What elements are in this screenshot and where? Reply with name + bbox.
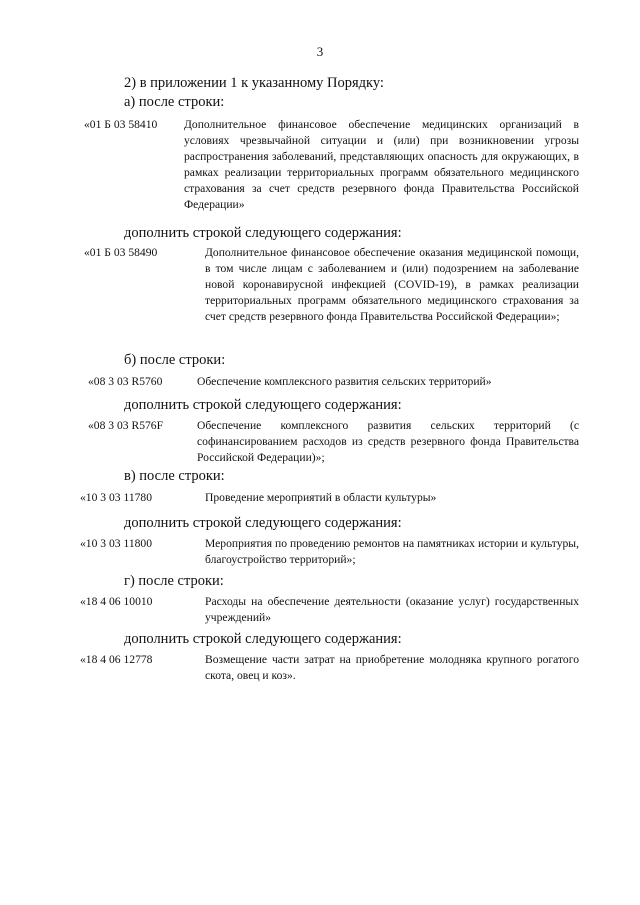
row-code-18-4-06-10010: «18 4 06 10010: [80, 595, 153, 608]
row-description-18-4-06-10010: Расходы на обеспечение деятельности (оказание услуг) государственных учреждений»: [205, 595, 579, 624]
row-code-18-4-06-12778: «18 4 06 12778: [80, 653, 153, 666]
row-description-01-b-03-58490: Дополнительное финансовое обеспечение оказания медицинской помощи, в том числе лицам с заболеванием и (или) подозрением на заболевание новой коронавирусной инфекцией (COVID-19), в рамках реализации территориальных программ обязательного медицинского страхования за счет средств резервного фонда Правительства Российской Федерации»;: [205, 246, 579, 323]
section-heading-appendix: 2) в приложении 1 к указанному Порядку:: [124, 75, 384, 91]
supplement-heading-a: дополнить строкой следующего содержания:: [124, 225, 402, 241]
supplement-heading-g: дополнить строкой следующего содержания:: [124, 631, 402, 647]
row-description-08-3-03-r5760: Обеспечение комплексного развития сельских территорий»: [197, 375, 492, 388]
row-description-10-3-03-11780: Проведение мероприятий в области культуры»: [205, 491, 437, 504]
supplement-heading-v: дополнить строкой следующего содержания:: [124, 515, 402, 531]
subsection-a-heading: а) после строки:: [124, 94, 225, 110]
row-code-01-b-03-58410: «01 Б 03 58410: [84, 118, 158, 131]
subsection-b-heading: б) после строки:: [124, 352, 226, 368]
row-code-10-3-03-11780: «10 3 03 11780: [80, 491, 153, 504]
row-code-10-3-03-11800: «10 3 03 11800: [80, 537, 153, 550]
row-code-08-3-03-r576f: «08 3 03 R576F: [88, 419, 164, 432]
page-number: 3: [316, 44, 324, 59]
row-code-08-3-03-r5760: «08 3 03 R5760: [88, 375, 163, 388]
row-code-01-b-03-58490: «01 Б 03 58490: [84, 246, 158, 259]
subsection-v-heading: в) после строки:: [124, 468, 225, 484]
supplement-heading-b: дополнить строкой следующего содержания:: [124, 397, 402, 413]
row-description-08-3-03-r576f: Обеспечение комплексного развития сельских территорий (с софинансированием расходов из средств резервного фонда Правительства Российской Федерации)»;: [197, 419, 579, 464]
row-description-18-4-06-12778: Возмещение части затрат на приобретение молодняка крупного рогатого скота, овец и коз».: [205, 653, 579, 682]
subsection-g-heading: г) после строки:: [124, 573, 224, 589]
row-description-01-b-03-58410: Дополнительное финансовое обеспечение медицинских организаций в условиях чрезвычайной ситуации и (или) при возникновении угрозы распространения заболеваний, представляющих опасность для окружающих, в рамках реализации территориальных программ обязательного медицинского страхования за счет средств резервного фонда Правительства Российской Федерации»: [184, 118, 579, 211]
row-description-10-3-03-11800: Мероприятия по проведению ремонтов на памятниках истории и культуры, благоустройство территорий»;: [205, 537, 579, 566]
